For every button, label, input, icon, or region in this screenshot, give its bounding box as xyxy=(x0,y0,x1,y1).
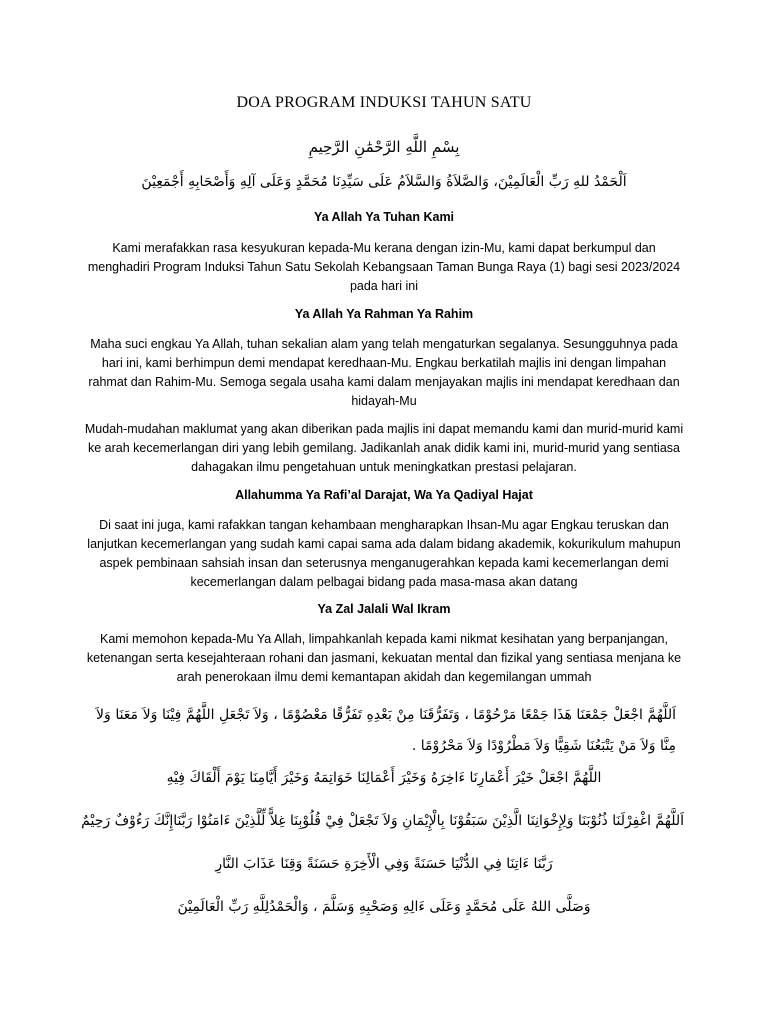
closing-dua-4: رَبَّنَا ءَاتِنَا فِي الدُّنْيَا حَسَنَةً وَفِي الْأَخِرَةِ حَسَنَةً وَقِنَا عَذَابَ النَّارِ xyxy=(215,856,553,872)
closing-dua-5: وَصَلَّى اللهُ عَلَى مُحَمَّدٍ وَعَلَى ءَالِهِ وَصَحْبِهِ وَسَلَّمَ ، وَالْحَمْدُلِلَّهِ رَبِّ الْعَالَمِيْنَ xyxy=(177,899,591,915)
section-1-paragraph-1: Kami merafakkan rasa kesyukuran kepada-Mu kerana dengan izin-Mu, kami dapat berkumpul dan menghadiri Program Induksi Tahun Satu Sekolah Kebangsaan Taman Bunga Raya (1) bagi sesi 2023/2024 pada hari ini xyxy=(87,241,681,293)
closing-dua-2: اللَّهُمَّ اجْعَلْ خَيْرَ أَعْمَارِنَا ءَاخِرَهُ وَخَيْرَ أَعْمَالِنَا خَوَاتِمَهُ وَخَيْرَ أَيَّامِنَا يَوْمَ أَلْقَاكَ فِيْهِ xyxy=(166,770,602,786)
section-heading-1: Ya Allah Ya Tuhan Kami xyxy=(313,210,455,224)
closing-dua-1: اَللَّهُمَّ اجْعَلْ جَمْعَنَا هَذَا جَمْعًا مَرْحُوْمًا ، وَتَفَرُّقَنَا مِنْ بَعْدِهِ تَفَرُّقًا مَعْصُوْمًا ، وَلاَ تَجْعَلِ اللَّهُمَّ فِيْنَا وَلاَ مَعَنَا وَلاَ مِنَّا وَلاَ مَنْ يَتْبَعُنَا شَقِيًّا وَلاَ مَطْرُوْدًا وَلاَ مَحْرُوْمًا . xyxy=(96,707,676,754)
section-heading-2: Ya Allah Ya Rahman Ya Rahim xyxy=(294,307,474,321)
section-2-paragraph-1: Maha suci engkau Ya Allah, tuhan sekalian alam yang telah mengaturkan segalanya. Sesungguhnya pada hari ini, kami berhimpun demi mendapat keredhaan-Mu. Engkau berkatilah majlis ini dengan limpahan rahmat dan Rahim-Mu. Semoga segala usaha kami dalam menjayakan majlis ini mendapat keredhaan dan hidayah-Mu xyxy=(88,337,680,408)
closing-dua-3: اَللَّهُمَّ اغْفِرْلَنَا ذُنُوْبَنَا وَلِإِخْوَانِنَا الَّذِيْنَ سَبَقُوْنَا بِالْإِيْمَانِ وَلاَ تَجْعَلْ فِيْ قُلُوْبِنَا غِلاًّ لِّلَّذِيْنَ ءَامَنُوْا رَبَّنَاإِنَّكَ رَءُوْفٌ رَحِيْمٌ xyxy=(81,813,684,829)
section-heading-4: Ya Zal Jalali Wal Ikram xyxy=(317,602,451,616)
basmala: بِسْمِ اللَّهِ الرَّحْمَٰنِ الرَّحِيمِ xyxy=(308,138,460,156)
section-4-paragraph-1: Kami memohon kepada-Mu Ya Allah, limpahkanlah kepada kami nikmat kesihatan yang berpanjangan, ketenangan serta kesejahteraan rohani dan jasmani, kekuatan mental dan fizikal yang sentiasa menjana ke arah penerokaan ilmu demi kemantapan akidah dan kegemilangan ummah xyxy=(86,632,682,684)
section-2-paragraph-2: Mudah-mudahan maklumat yang akan diberikan pada majlis ini dapat memandu kami dan murid-murid kami ke arah kecemerlangan diri yang lebih gemilang. Jadikanlah anak didik kami ini, murid-murid yang sentiasa dahagakan ilmu pengetahuan untuk meningkatkan prestasi pelajaran. xyxy=(84,422,684,474)
document-title: DOA PROGRAM INDUKSI TAHUN SATU xyxy=(236,94,532,111)
section-heading-3: Allahumma Ya Rafi’al Darajat, Wa Ya Qadiyal Hajat xyxy=(235,488,533,502)
section-3-paragraph-1: Di saat ini juga, kami rafakkan tangan kehambaan mengharapkan Ihsan-Mu agar Engkau teruskan dan lanjutkan kecemerlangan yang sudah kami capai sama ada dalam bidang akademik, kokurikulum mahupun aspek pembinaan sahsiah insan dan seterusnya menganugerahkan kepada kami kecemerlangan demi kecemerlangan dalam pelbagai bidang pada masa-masa akan datang xyxy=(87,518,681,589)
hamdalah: اَلْحَمْدُ للهِ رَبِّ الْعَالَمِيْنَ، وَالصَّلاَةُ وَالسَّلاَمُ عَلَى سَيِّدِنَا مُحَمَّدٍ وَعَلَى آلِهِ وَأَصْحَابِهِ أَجْمَعِيْنَ xyxy=(141,174,627,190)
